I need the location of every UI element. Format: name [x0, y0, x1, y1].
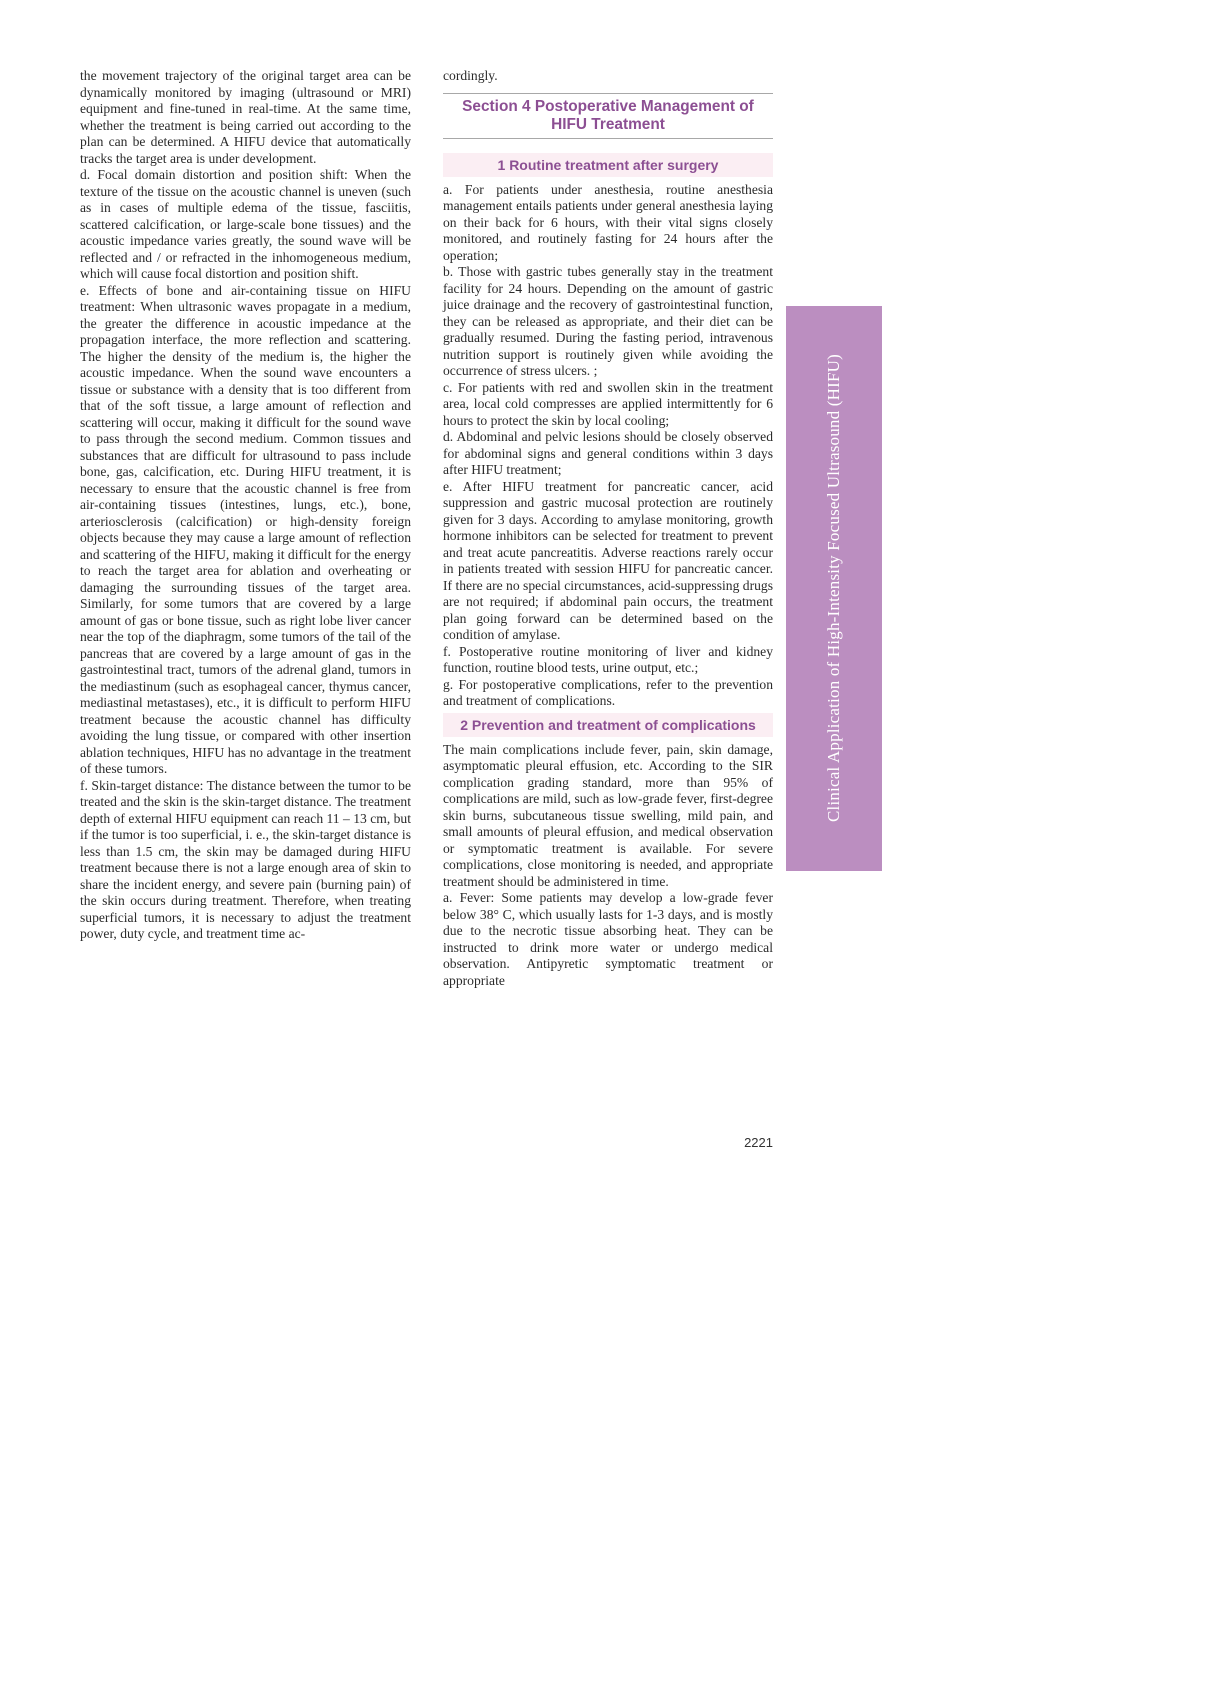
body-paragraph: the movement trajectory of the original target area can be dynamically monitored by imaging (ultrasound or MRI) equipment and fine-tuned in real-time. At the same time, whether the treatment is being carried out according to the plan can be determined. A HIFU device that automatically tracks the target area is under development. — [80, 68, 411, 166]
list-item: a. For patients under anesthesia, routine anesthesia management entails patients under general anesthesia laying on their back for 6 hours, with their vital signs closely monitored, and routinely fasting for 24 hours after the operation; — [443, 181, 773, 263]
list-item: g. For postoperative complications, refer to the prevention and treatment of complications. — [443, 676, 773, 708]
section-heading: Section 4 Postoperative Management of HIFU Treatment — [443, 93, 773, 139]
body-paragraph: f. Skin-target distance: The distance between the tumor to be treated and the skin is the skin-target distance. The treatment depth of external HIFU equipment can reach 11 – 13 cm, but if the tumor is too superficial, i. e., the skin-target distance is less than 1.5 cm, the skin may be damaged during HIFU treatment because there is not a large enough area of skin to share the incident energy, and severe pain (burning pain) of the skin occurs during treatment. Therefore, when treating superficial tumors, it is necessary to adjust the treatment power, duty cycle, and treatment time ac- — [80, 777, 411, 941]
chapter-side-tab — [786, 306, 882, 871]
list-item: d. Abdominal and pelvic lesions should be closely observed for abdominal signs and general conditions within 3 days after HIFU treatment; — [443, 429, 773, 477]
list-item: b. Those with gastric tubes generally stay in the treatment facility for 24 hours. Depending on the amount of gastric juice drainage and the recovery of gastrointestinal function, they can be released as appropriate, and their diet can be gradually resumed. During the fasting period, intravenous nutrition support is routinely given while avoiding the occurrence of stress ulcers. ; — [443, 264, 773, 378]
chapter-side-tab-label: Clinical Application of High-Intensity Focused Ultrasound (HIFU) — [824, 354, 843, 822]
list-item: f. Postoperative routine monitoring of liver and kidney function, routine blood tests, urine output, etc.; — [443, 643, 773, 675]
subsection-heading: 1 Routine treatment after surgery — [443, 153, 773, 177]
left-column — [80, 68, 411, 943]
body-paragraph: The main complications include fever, pain, skin damage, asymptomatic pleural effusion, etc. According to the SIR complication grading standard, more than 95% of complications are mild, such as low-grade fever, first-degree skin burns, subcutaneous tissue swelling, mild pain, and small amounts of pleural effusion, and medical observation or symptomatic treatment is available. For severe complications, close monitoring is needed, and appropriate treatment should be administered in time. — [443, 741, 773, 889]
body-paragraph: e. Effects of bone and air-containing tissue on HIFU treatment: When ultrasonic waves propagate in a medium, the greater the difference in acoustic impedance at the propagation interface, the more reflection and scattering. The higher the density of the medium is, the higher the acoustic impedance. When the sound wave encounters a tissue or substance with a density that is too different from that of the soft tissue, a large amount of reflection and scattering will occur, making it difficult for the sound wave to pass through the second medium. Common tissues and substances that are difficult for ultrasound to pass include bone, gas, calcification, etc. During HIFU treatment, it is necessary to ensure that the acoustic channel is free from air-containing tissues (intestines, lungs, etc.), bone, arteriosclerosis (calcification) or high-density foreign objects because they may cause a large amount of reflection and scattering of the HIFU, making it difficult for the energy to reach the target area for ablation and overheating or damaging the surrounding tissues of the target area. Similarly, for some tumors that are covered by a large amount of gas or bone tissue, such as right lobe liver cancer near the top of the diaphragm, some tumors of the tail of the pancreas that are covered by a large amount of gas in the gastrointestinal tract, tumors of the adrenal gland, tumors in the mediastinum (such as esophageal cancer, thymus cancer, mediastinal metastases), etc., it is difficult to perform HIFU treatment because the acoustic channel has difficulty avoiding the lung tissue, or compared with other insertion ablation techniques, HIFU has no advantage in the treatment of these tumors. — [80, 282, 411, 776]
list-item: e. After HIFU treatment for pancreatic cancer, acid suppression and gastric mucosal protection are routinely given for 3 days. According to amylase monitoring, growth hormone inhibitors can be selected for treatment to prevent and treat acute pancreatitis. Adverse reactions rarely occur in patients treated with session HIFU for pancreatic cancer. If there are no special circumstances, acid-suppressing drugs are not required; if abdominal pain occurs, the treatment plan going forward can be determined based on the condition of amylase. — [443, 478, 773, 642]
right-column — [443, 68, 773, 989]
list-item: a. Fever: Some patients may develop a low-grade fever below 38° C, which usually lasts for 1-3 days, and is mostly due to the necrotic tissue absorbing heat. They can be instructed to drink more water or undergo medical observation. Antipyretic symptomatic treatment or appropriate — [443, 890, 773, 988]
continuation-text: cordingly. — [443, 68, 498, 83]
list-item: c. For patients with red and swollen skin in the treatment area, local cold compresses are applied intermittently for 6 hours to protect the skin by local cooling; — [443, 379, 773, 428]
subsection-heading: 2 Prevention and treatment of complications — [443, 713, 773, 737]
body-paragraph: d. Focal domain distortion and position shift: When the texture of the tissue on the acoustic channel is uneven (such as in cases of multiple edema of the tissue, fasciitis, scattered calcification, or large-scale bone tissues) and the acoustic impedance varies greatly, the sound wave will be reflected and / or refracted in the inhomogeneous medium, which will cause focal distortion and position shift. — [80, 167, 411, 281]
page-number: 2221 — [744, 1135, 773, 1150]
